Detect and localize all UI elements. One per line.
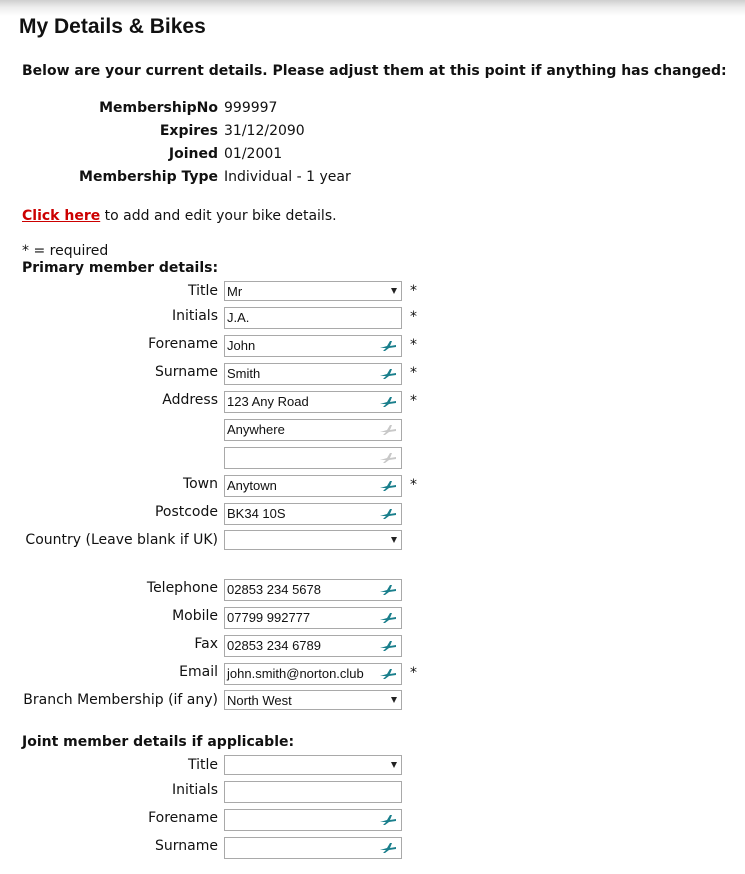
autofill-icon[interactable] <box>379 451 397 464</box>
required-star: * <box>410 365 417 381</box>
fax-input[interactable] <box>224 635 402 657</box>
joint-forename-input[interactable] <box>224 809 402 831</box>
country-select[interactable] <box>224 530 402 550</box>
expires-value: 31/12/2090 <box>224 123 305 139</box>
dropdown-arrow-icon <box>391 288 397 294</box>
title-label: Title <box>187 283 218 299</box>
primary-heading: Primary member details: <box>22 260 219 276</box>
forename-label: Forename <box>148 336 218 352</box>
joint-title-select[interactable] <box>224 755 402 775</box>
address-line2-value: Anywhere <box>227 422 285 437</box>
autofill-icon[interactable] <box>379 611 397 624</box>
joint-forename-label: Forename <box>148 810 218 826</box>
bike-link-row <box>22 208 337 224</box>
autofill-icon[interactable] <box>379 507 397 520</box>
address-line3-input[interactable] <box>224 447 402 469</box>
page-title: My Details & Bikes <box>19 15 206 38</box>
title-select-value: Mr <box>227 284 243 299</box>
joined-label: Joined <box>168 146 218 162</box>
membership-type-value: Individual - 1 year <box>224 169 351 185</box>
autofill-icon[interactable] <box>379 395 397 408</box>
autofill-icon[interactable] <box>379 841 397 854</box>
mobile-input-value: 07799 992777 <box>227 610 311 625</box>
telephone-input-value: 02853 234 5678 <box>227 582 321 597</box>
required-star: * <box>410 337 417 353</box>
membership-no-label: MembershipNo <box>99 100 218 116</box>
joined-value: 01/2001 <box>224 146 283 162</box>
address-line1-value: 123 Any Road <box>227 394 309 409</box>
initials-input[interactable] <box>224 307 402 329</box>
autofill-icon[interactable] <box>379 813 397 826</box>
initials-input-value: J.A. <box>227 310 250 325</box>
required-note: * = required <box>22 243 109 259</box>
autofill-icon[interactable] <box>379 367 397 380</box>
email-input-value: john.smith@norton.club <box>227 666 364 681</box>
autofill-icon[interactable] <box>379 339 397 352</box>
bike-link-text: to add and edit your bike details. <box>100 208 337 224</box>
mobile-input[interactable] <box>224 607 402 629</box>
expires-label: Expires <box>159 123 218 139</box>
top-shadow <box>0 0 745 16</box>
dropdown-arrow-icon <box>391 762 397 768</box>
town-label: Town <box>182 476 218 492</box>
postcode-label: Postcode <box>154 504 218 520</box>
country-label: Country (Leave blank if UK) <box>25 532 218 548</box>
autofill-icon[interactable] <box>379 667 397 680</box>
forename-input[interactable] <box>224 335 402 357</box>
membership-type-label: Membership Type <box>79 169 218 185</box>
autofill-icon[interactable] <box>379 479 397 492</box>
telephone-input[interactable] <box>224 579 402 601</box>
branch-select-value: North West <box>227 693 292 708</box>
dropdown-arrow-icon <box>391 537 397 543</box>
initials-label: Initials <box>171 308 218 324</box>
town-input[interactable] <box>224 475 402 497</box>
required-star: * <box>410 283 417 299</box>
autofill-icon[interactable] <box>379 639 397 652</box>
forename-input-value: John <box>227 338 256 353</box>
mobile-label: Mobile <box>172 608 218 624</box>
fax-label: Fax <box>194 636 218 652</box>
membership-no-value: 999997 <box>224 100 278 116</box>
intro-text: Below are your current details. Please adjust them at this point if anything has changed: <box>22 63 727 79</box>
address-label: Address <box>162 392 218 408</box>
address-line2-input[interactable] <box>224 419 402 441</box>
branch-label: Branch Membership (if any) <box>23 692 218 708</box>
surname-input[interactable] <box>224 363 402 385</box>
branch-select[interactable] <box>224 690 402 710</box>
fax-input-value: 02853 234 6789 <box>227 638 321 653</box>
surname-input-value: Smith <box>227 366 261 381</box>
postcode-input[interactable] <box>224 503 402 525</box>
autofill-icon[interactable] <box>379 583 397 596</box>
dropdown-arrow-icon <box>391 697 397 703</box>
click-here-link[interactable]: Click here <box>22 208 101 224</box>
title-select[interactable] <box>224 281 402 301</box>
required-star: * <box>410 309 417 325</box>
joint-title-label: Title <box>187 757 218 773</box>
town-input-value: Anytown <box>227 478 277 493</box>
surname-label: Surname <box>155 364 218 380</box>
required-star: * <box>410 477 417 493</box>
telephone-label: Telephone <box>146 580 218 596</box>
required-star: * <box>410 393 417 409</box>
joint-surname-label: Surname <box>155 838 218 854</box>
autofill-icon[interactable] <box>379 423 397 436</box>
email-label: Email <box>179 664 218 680</box>
address-line1-input[interactable] <box>224 391 402 413</box>
required-star: * <box>410 665 417 681</box>
joint-heading: Joint member details if applicable: <box>22 734 295 750</box>
joint-surname-input[interactable] <box>224 837 402 859</box>
joint-initials-label: Initials <box>171 782 218 798</box>
postcode-input-value: BK34 10S <box>227 506 286 521</box>
email-input[interactable] <box>224 663 402 685</box>
joint-initials-input[interactable] <box>224 781 402 803</box>
